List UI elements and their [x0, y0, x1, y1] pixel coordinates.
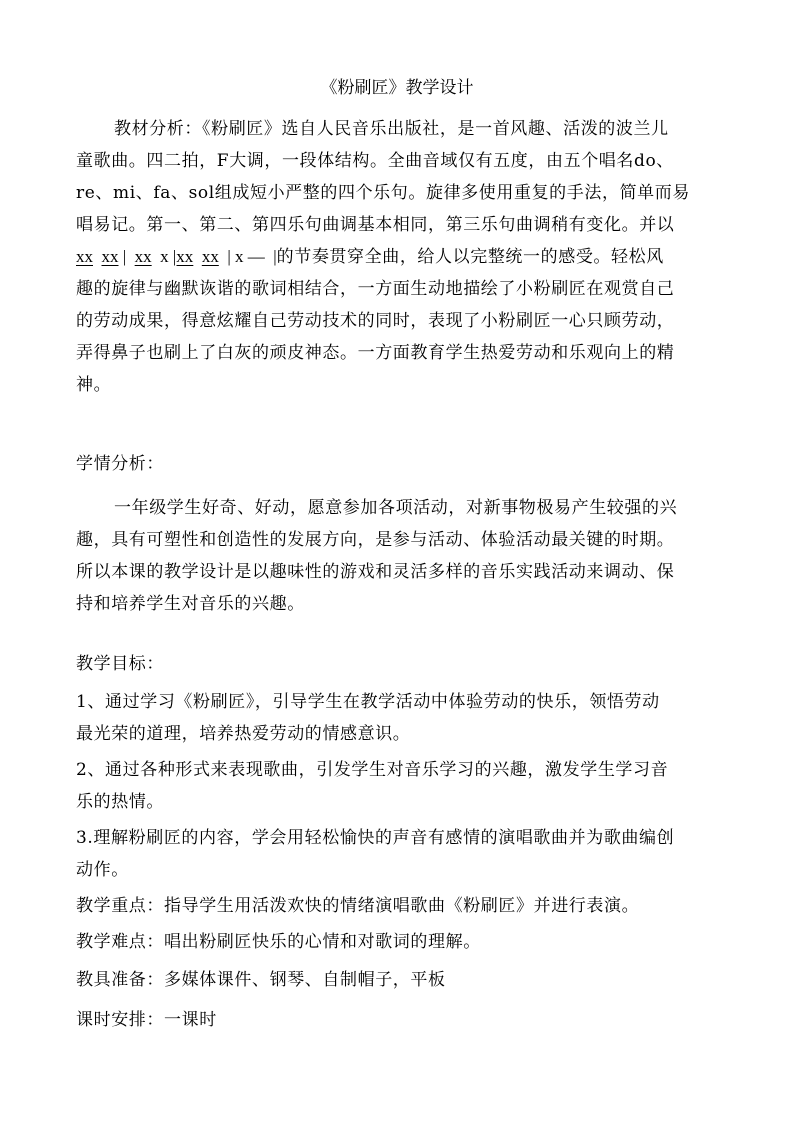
rhythm-part: | x — [227, 247, 265, 266]
material-analysis-line: 趣的旋律与幽默诙谐的歌词相结合，一方面生动地描绘了小粉刷匠在观赏自己 [76, 279, 675, 299]
material-analysis-line: 神。 [76, 375, 112, 395]
rhythm-part: xx [76, 247, 93, 266]
objective-line: 最光荣的道理，培养热爱劳动的情感意识。 [76, 724, 411, 744]
document-title: 《粉刷匠》教学设计 [320, 78, 474, 98]
material-analysis-line: 童歌曲。四二拍，F大调，一段体结构。全曲音域仅有五度，由五个唱名do、 [76, 151, 674, 171]
class-schedule [76, 1004, 726, 1036]
objective-item [76, 822, 726, 886]
rhythm-notation [76, 247, 277, 266]
objective-item [76, 754, 726, 818]
rhythm-line [76, 241, 726, 273]
difficulty [76, 926, 726, 958]
rhythm-part: xx [134, 247, 152, 266]
class-schedule-text: 课时安排：一课时 [76, 1010, 217, 1030]
difficulty-text: 教学难点：唱出粉刷匠快乐的心情和对歌词的理解。 [76, 932, 481, 952]
material-analysis-line: re、mi、fa、sol组成短小严整的四个乐句。旋律多使用重复的手法，简单而易 [76, 183, 690, 203]
material-analysis-line: 弄得鼻子也刷上了白灰的顽皮神态。一方面教育学生热爱劳动和乐观向上的精 [76, 343, 675, 363]
objectives-heading [76, 648, 726, 680]
key-point [76, 890, 726, 922]
objective-line: 3.理解粉刷匠的内容，学会用轻松愉快的声音有感情的演唱歌曲并为歌曲编创 [76, 828, 675, 848]
teaching-materials [76, 964, 726, 996]
student-analysis-line: 趣，具有可塑性和创造性的发展方向，是参与活动、体验活动最关键的时期。 [76, 530, 675, 550]
rhythm-part: |xx [172, 247, 194, 266]
student-analysis-line: 一年级学生好奇、好动，愿意参加各项活动，对新事物极易产生较强的兴 [114, 498, 678, 518]
teaching-materials-text: 教具准备：多媒体课件、钢琴、自制帽子，平板 [76, 970, 446, 990]
rhythm-part: xx [101, 247, 119, 266]
student-analysis-section [76, 492, 726, 620]
rhythm-part: | [122, 247, 127, 266]
student-analysis-heading [76, 448, 726, 480]
student-analysis-line: 持和培养学生对音乐的兴趣。 [76, 594, 305, 614]
material-analysis-section [76, 113, 726, 401]
key-point-text: 教学重点：指导学生用活泼欢快的情绪演唱歌曲《粉刷匠》并进行表演。 [76, 896, 640, 916]
rhythm-part: x [160, 247, 169, 266]
material-analysis-text: 的节奏贯穿全曲，给人以完整统一的感受。轻松风 [276, 247, 664, 267]
material-analysis-line: 的劳动成果，得意炫耀自己劳动技术的同时，表现了小粉刷匠一心只顾劳动， [76, 311, 675, 331]
objective-line: 2、通过各种形式来表现歌曲，引发学生对音乐学习的兴趣，激发学生学习音 [76, 760, 669, 780]
objective-line: 1、通过学习《粉刷匠》，引导学生在教学活动中体验劳动的快乐，领悟劳动 [76, 692, 660, 712]
material-analysis-line: 教材分析：《粉刷匠》选自人民音乐出版社，是一首风趣、活泼的波兰儿 [114, 119, 669, 139]
student-analysis-line: 所以本课的教学设计是以趣味性的游戏和灵活多样的音乐实践活动来调动、保 [76, 562, 675, 582]
objective-line: 动作。 [76, 860, 129, 880]
rhythm-part: xx [201, 247, 219, 266]
section-heading: 教学目标： [76, 654, 164, 674]
section-heading: 学情分析： [76, 454, 164, 474]
material-analysis-line: 唱易记。第一、第二、第四乐句曲调基本相同，第三乐句曲调稍有变化。并以 [76, 215, 675, 235]
objective-line: 乐的热情。 [76, 792, 164, 812]
objective-item [76, 686, 726, 750]
rhythm-part: | [273, 247, 277, 266]
